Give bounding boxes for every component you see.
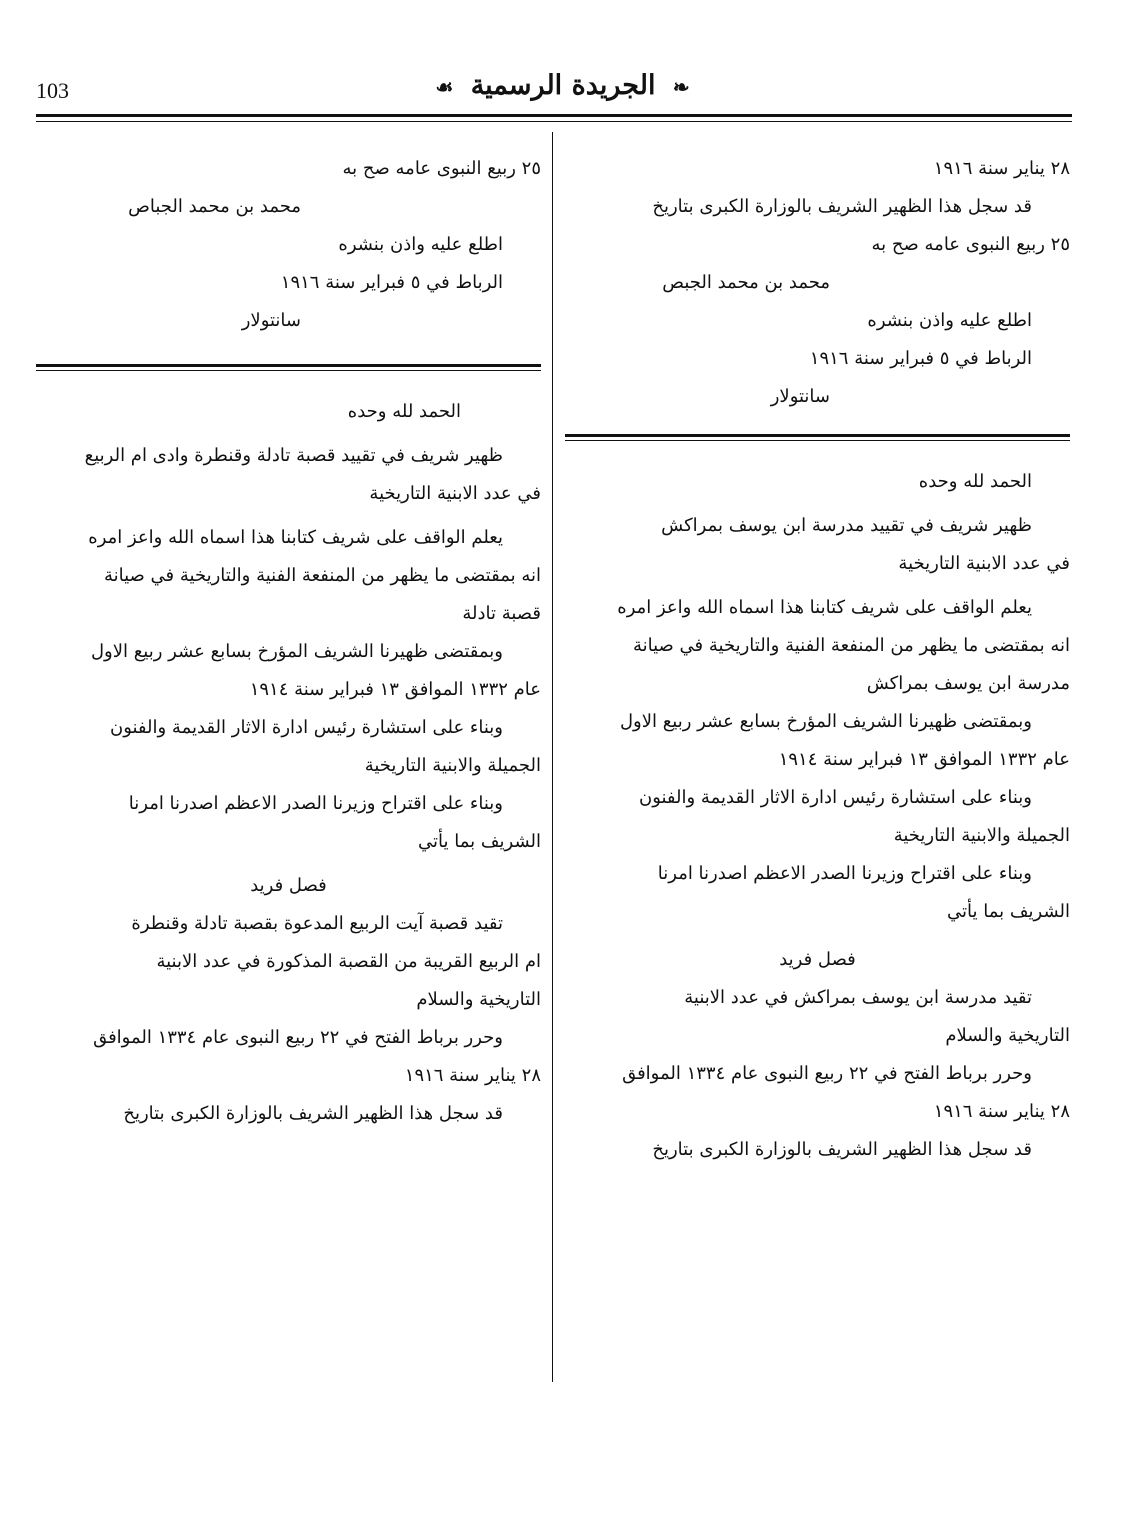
invocation: الحمد لله وحده [347,401,461,422]
header-rule-thin [36,121,1072,122]
registration-line: قد سجل هذا الظهير الشريف بالوزارة الكبرى بتاريخ [123,1103,503,1124]
invocation: الحمد لله وحده [918,471,1032,492]
approval-line: اطلع عليه واذن بنشره [867,310,1032,331]
article-line: التاريخية والسلام [945,1025,1070,1046]
column-divider [552,132,553,1382]
masthead [0,70,1125,101]
paragraph-line: الجميلة والابنية التاريخية [364,755,541,776]
paragraph-line: الشريف بما يأتي [947,901,1070,922]
paragraph-line: الجميلة والابنية التاريخية [893,825,1070,846]
decree-title-line: ظهير شريف في تقييد مدرسة ابن يوسف بمراكش [661,515,1032,536]
registration-line: قد سجل هذا الظهير الشريف بالوزارة الكبرى بتاريخ [652,1139,1032,1160]
paragraph-line: عام ١٣٣٢ الموافق ١٣ فبراير سنة ١٩١٤ [249,679,541,700]
issued-line: ٢٨ يناير سنة ١٩١٦ [404,1065,541,1086]
paragraph-line: يعلم الواقف على شريف كتابنا هذا اسماه الله واعز امره [617,597,1032,618]
approval-line: اطلع عليه واذن بنشره [338,234,503,255]
registration-date: ٢٥ ربيع النبوى عامه صح به [871,234,1070,255]
date-line: ٢٨ يناير سنة ١٩١٦ [933,158,1070,179]
paragraph-line: وبناء على استشارة رئيس ادارة الاثار القديمة والفنون [638,787,1032,808]
article-line: ام الربيع القريبة من القصبة المذكورة في عدد الابنية [156,951,541,972]
header-rule-thick [36,114,1072,117]
paragraph-line: وبمقتضى ظهيرنا الشريف المؤرخ بسابع عشر ربيع الاول [90,641,503,662]
paragraph-line: الشريف بما يأتي [418,831,541,852]
issued-line: وحرر برباط الفتح في ٢٢ ربيع النبوى عام ١٣٣٤ الموافق [622,1063,1032,1084]
decree-title-line: ظهير شريف في تقييد قصبة تادلة وقنطرة وادى ام الربيع [84,445,503,466]
issued-line: ٢٨ يناير سنة ١٩١٦ [933,1101,1070,1122]
right-column [565,150,1070,1169]
left-column [36,150,541,1133]
place-date-line: الرباط في ٥ فبراير سنة ١٩١٦ [280,272,503,293]
section-separator [36,364,541,371]
issued-line: وحرر برباط الفتح في ٢٢ ربيع النبوى عام ١٣٣٤ الموافق [93,1027,503,1048]
section-heading: فصل فريد [250,875,327,896]
ornament-right-icon: ❧ [672,75,690,99]
ornament-left-icon: ☙ [435,75,454,99]
signatory: محمد بن محمد الجبص [662,272,830,293]
resident-signature: سانتولار [241,310,301,331]
section-separator [565,434,1070,441]
resident-signature: سانتولار [770,386,830,407]
decree-title-line: في عدد الابنية التاريخية [898,553,1070,574]
registration-date: ٢٥ ربيع النبوى عامه صح به [342,158,541,179]
paragraph-line: يعلم الواقف على شريف كتابنا هذا اسماه الله واعز امره [88,527,503,548]
paragraph-line: وبناء على استشارة رئيس ادارة الاثار القديمة والفنون [109,717,503,738]
paragraph-line: وبمقتضى ظهيرنا الشريف المؤرخ بسابع عشر ربيع الاول [619,711,1032,732]
paragraph-line: انه بمقتضى ما يظهر من المنفعة الفنية والتاريخية في صيانة [103,565,541,586]
page-number: 103 [36,78,69,103]
paragraph-line: وبناء على اقتراح وزيرنا الصدر الاعظم اصدرنا امرنا [128,793,503,814]
paragraph-line: قصبة تادلة [462,603,541,624]
place-date-line: الرباط في ٥ فبراير سنة ١٩١٦ [809,348,1032,369]
registration-line: قد سجل هذا الظهير الشريف بالوزارة الكبرى بتاريخ [652,196,1032,217]
newspaper-title: الجريدة الرسمية [470,70,656,101]
signatory: محمد بن محمد الجباص [128,196,301,217]
article-line: تقيد مدرسة ابن يوسف بمراكش في عدد الابنية [684,987,1032,1008]
paragraph-line: وبناء على اقتراح وزيرنا الصدر الاعظم اصدرنا امرنا [657,863,1032,884]
paragraph-line: مدرسة ابن يوسف بمراكش [866,673,1070,694]
section-heading: فصل فريد [779,949,856,970]
paragraph-line: انه بمقتضى ما يظهر من المنفعة الفنية والتاريخية في صيانة [632,635,1070,656]
decree-title-line: في عدد الابنية التاريخية [369,483,541,504]
article-line: التاريخية والسلام [416,989,541,1010]
article-line: تقيد قصبة آيت الربيع المدعوة بقصبة تادلة وقنطرة [131,913,503,934]
paragraph-line: عام ١٣٣٢ الموافق ١٣ فبراير سنة ١٩١٤ [778,749,1070,770]
